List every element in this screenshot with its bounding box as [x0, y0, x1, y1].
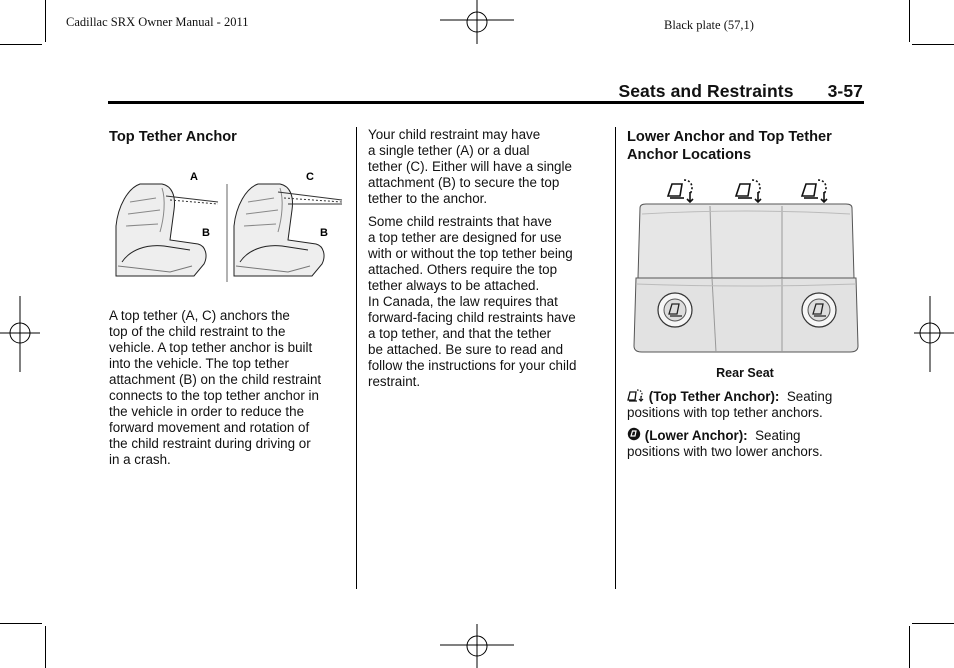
rear-seat-figure	[632, 174, 860, 360]
heading-line: Anchor Locations	[627, 147, 752, 163]
text-line: forward movement and rotation of	[109, 420, 310, 435]
legend-text: Seating	[786, 389, 833, 404]
crop-mark	[909, 626, 910, 668]
legend-term: (Top Tether Anchor):	[648, 389, 780, 404]
registration-mark-bottom	[440, 624, 516, 668]
text-line: the vehicle in order to reduce the	[109, 404, 305, 419]
figure-label-c: C	[306, 171, 314, 183]
text-line: A top tether (A, C) anchors the	[109, 308, 290, 323]
text-line: top of the child restraint to the	[109, 324, 286, 339]
column-divider	[615, 127, 616, 589]
text-line: be attached. Be sure to read and	[368, 342, 564, 357]
crop-mark	[912, 623, 954, 624]
text-line: vehicle. A top tether anchor is built	[109, 340, 313, 355]
text-line: Your child restraint may have	[368, 127, 541, 142]
legend-item	[627, 388, 863, 421]
text-line: a top tether are designed for use	[368, 230, 562, 245]
lower-anchor-icon	[802, 293, 836, 327]
section-title: Seats and Restraints	[618, 81, 794, 101]
crop-mark	[909, 0, 910, 42]
col1-paragraph	[109, 308, 349, 468]
text-line: a single tether (A) or a dual	[368, 143, 530, 158]
crop-mark	[0, 623, 42, 624]
text-line: with or without the top tether being	[368, 246, 573, 261]
lower-anchor-icon	[627, 427, 641, 441]
text-line: tether (C). Either will have a single	[368, 159, 572, 174]
text-line: attachment (B) to secure the top	[368, 175, 560, 190]
text-line: tether always to be attached.	[368, 278, 540, 293]
figure-label-b: B	[320, 227, 328, 239]
legend-text: Seating	[755, 428, 801, 443]
crop-mark	[912, 44, 954, 45]
registration-mark-top	[440, 0, 516, 48]
text-line: tether to the anchor.	[368, 191, 488, 206]
legend-text: positions with top tether anchors.	[627, 405, 823, 420]
top-tether-anchor-icon	[736, 180, 761, 202]
crop-mark	[0, 44, 42, 45]
column-divider	[356, 127, 357, 589]
figure-label-a: A	[190, 171, 198, 183]
registration-mark-right	[914, 296, 954, 372]
section-heading: Top Tether Anchor	[109, 129, 237, 145]
column-1	[109, 128, 349, 146]
col2-paragraph-1	[368, 127, 608, 207]
page-number: 3-57	[827, 81, 863, 101]
figure-label-b: B	[202, 227, 210, 239]
top-tether-anchor-icon	[668, 180, 693, 202]
col2-paragraph-2	[368, 214, 608, 390]
text-line: forward-facing child restraints have	[368, 310, 576, 325]
registration-mark-left	[0, 296, 40, 372]
column-3	[627, 128, 863, 164]
text-line: In Canada, the law requires that	[368, 294, 558, 309]
header-rule	[108, 101, 864, 104]
section-header	[618, 81, 863, 102]
legend-text: positions with two lower anchors.	[627, 444, 823, 459]
text-line: attachment (B) on the child restraint	[109, 372, 322, 387]
text-line: restraint.	[368, 374, 421, 389]
top-tether-anchor-icon	[627, 388, 645, 402]
lower-anchor-icon	[658, 293, 692, 327]
text-line: into the vehicle. The top tether	[109, 356, 289, 371]
legend-term: (Lower Anchor):	[644, 428, 748, 443]
column-2	[368, 127, 608, 390]
legend-item	[627, 427, 863, 460]
text-line: in a crash.	[109, 452, 171, 467]
plate-label: Black plate (57,1)	[664, 18, 754, 32]
section-heading	[627, 128, 863, 164]
text-line: follow the instructions for your child	[368, 358, 577, 373]
text-line: a top tether, and that the tether	[368, 326, 552, 341]
tether-figure	[110, 166, 346, 284]
text-line: Some child restraints that have	[368, 214, 552, 229]
crop-mark	[45, 626, 46, 668]
manual-title: Cadillac SRX Owner Manual - 2011	[66, 15, 249, 29]
crop-mark	[45, 0, 46, 42]
figure-caption: Rear Seat	[716, 366, 774, 380]
heading-line: Lower Anchor and Top Tether	[627, 129, 832, 145]
text-line: connects to the top tether anchor in	[109, 388, 319, 403]
top-tether-anchor-icon	[802, 180, 827, 202]
text-line: attached. Others require the top	[368, 262, 558, 277]
text-line: the child restraint during driving or	[109, 436, 311, 451]
